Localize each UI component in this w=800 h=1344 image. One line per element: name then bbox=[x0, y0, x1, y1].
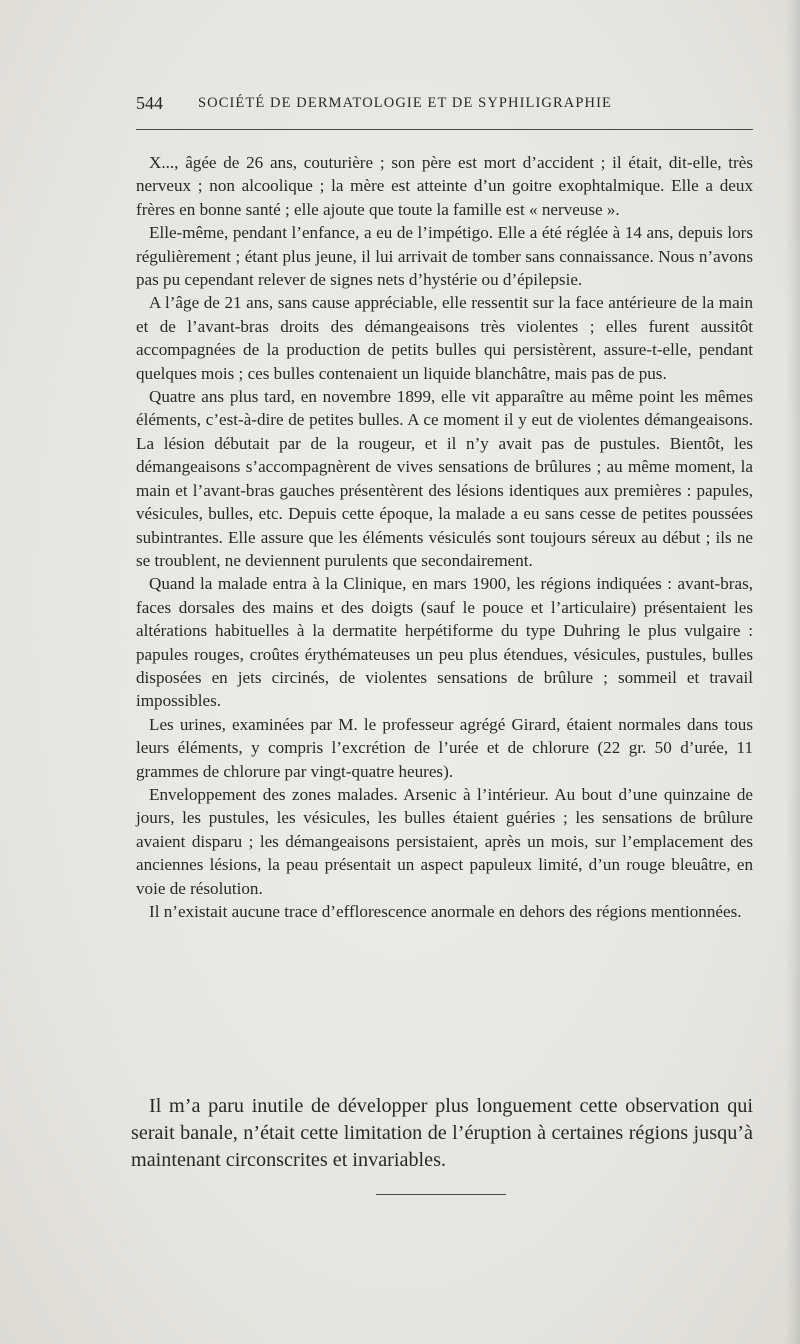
closing-paragraph: Il m’a paru inutile de développer plus longuement cette observation qui serait banale, n’était cette limitation de l’éruption à certaines régions jusqu’à maintenant circonscrites et invariables. bbox=[131, 1095, 753, 1171]
running-header bbox=[136, 93, 756, 117]
end-rule bbox=[376, 1194, 506, 1195]
case-report-body bbox=[136, 151, 753, 923]
header-rule bbox=[136, 129, 753, 130]
paragraph-urine-analysis: Les urines, examinées par M. le professeur agrégé Girard, étaient normales dans tous leurs éléments, y compris l’excrétion de l’urée et de chlorure (22 gr. 50 d’urée, 11 grammes de chlorure par vingt-quatre heures). bbox=[136, 714, 753, 781]
paragraph-family-history: X..., âgée de 26 ans, couturière ; son père est mort d’accident ; il était, dit-elle, très nerveux ; non alcoolique ; la mère est atteinte d’un goitre exophtalmique. Elle a deux frères en bonne santé ; elle ajoute que toute la famille est « nerveuse ». bbox=[136, 153, 753, 219]
paragraph-recurrence: Quatre ans plus tard, en novembre 1899, elle vit apparaître au même point les mêmes éléments, c’est-à-dire de petites bulles. A ce moment il y eut de violentes démangeaisons. La lésion débutait par de la rougeur, et il n’y avait pas de pustules. Bientôt, les démangeaisons s’accompagnèrent de vives sensations de brûlures ; au même moment, la main et l’avant-bras gauches présentèrent des lésions identiques aux premières : papules, vésicules, bulles, etc. Depuis cette époque, la malade a eu sans cesse de petites poussées subintrantes. Elle assure que les éléments vésiculés sont toujours séreux au début ; ils ne se troublent, ne deviennent purulents que secondairement. bbox=[136, 387, 753, 570]
paragraph-personal-history: Elle-même, pendant l’enfance, a eu de l’impétigo. Elle a été réglée à 14 ans, depuis lors régulièrement ; étant plus jeune, il lui arrivait de tomber sans connaissance. Nous n’avons pas pu cependant relever de signes nets d’hystérie ou d’épilepsie. bbox=[136, 223, 753, 290]
running-title: SOCIÉTÉ DE DERMATOLOGIE ET DE SYPHILIGRAPHIE bbox=[198, 95, 612, 111]
paragraph-clinic-admission: Quand la malade entra à la Clinique, en mars 1900, les régions indiquées : avant-bras, faces dorsales des mains et des doigts (sauf le pouce et l’articulaire) présentaient les altérations habituelles à la dermatite herpétiforme du type Duhring le plus vulgaire : papules rouges, croûtes érythémateuses un peu plus étendues, vésicules, pustules, bulles disposées en jets circinés, de violentes sensations de brûlure ; sommeil et travail impossibles. bbox=[136, 574, 753, 711]
paragraph-treatment: Enveloppement des zones malades. Arsenic à l’intérieur. Au bout d’une quinzaine de jours, les pustules, les vésicules, les bulles étaient guéries ; les sensations de brûlure avaient disparu ; les démangeaisons persistaient, après un mois, sur l’emplacement des anciennes lésions, la peau présentait un aspect papuleux limité, d’un rouge bleuâtre, en voie de résolution. bbox=[136, 784, 753, 898]
paragraph-first-onset: A l’âge de 21 ans, sans cause appréciable, elle ressentit sur la face antérieure de la main et de l’avant-bras droits des démangeaisons très violentes ; elles furent aussitôt accompagnées de la production de petits bulles qui persistèrent, assure-t-elle, pendant quelques mois ; ces bulles contenaient un liquide blanchâtre, mais pas de pus. bbox=[136, 293, 753, 383]
paragraph-localization: Il n’existait aucune trace d’efflorescence anormale en dehors des régions mentionnées. bbox=[149, 902, 742, 921]
page-edge-shadow bbox=[786, 0, 800, 1344]
page-number: 544 bbox=[136, 93, 163, 113]
closing-remark bbox=[131, 1093, 753, 1174]
